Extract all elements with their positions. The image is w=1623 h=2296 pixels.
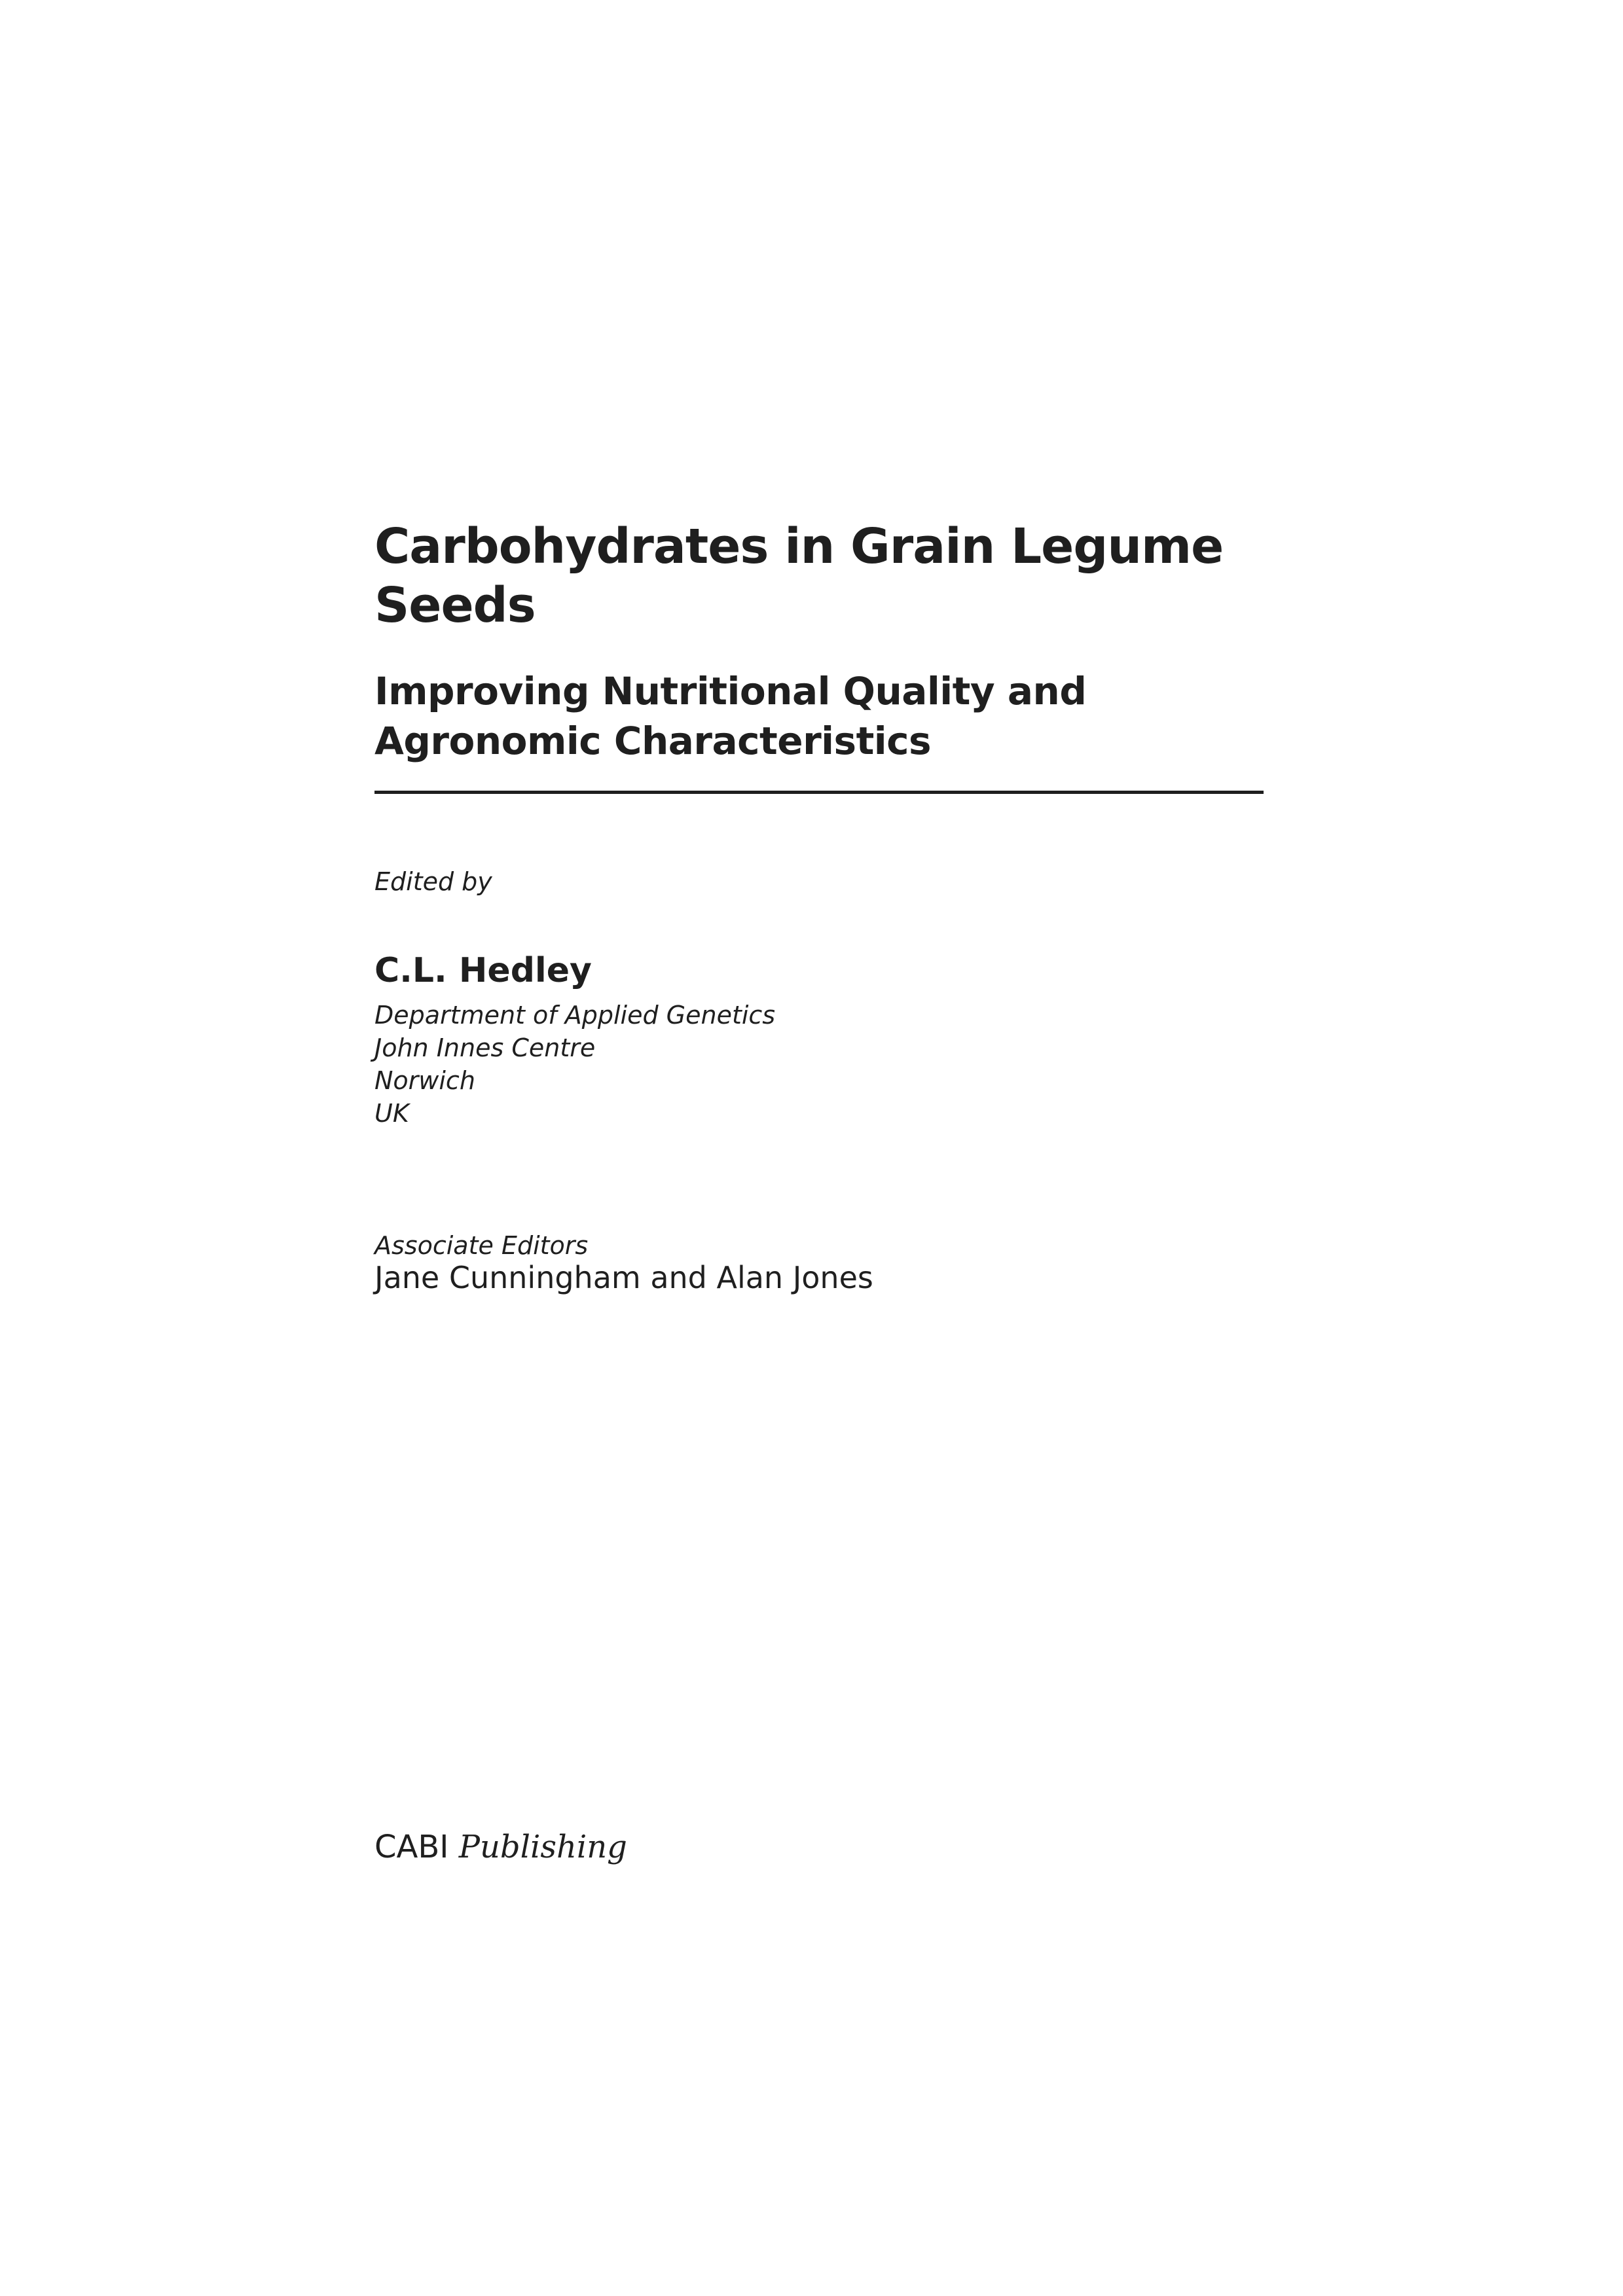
affiliation-line-city: Norwich bbox=[374, 1066, 475, 1095]
title-divider bbox=[374, 791, 1264, 794]
edited-by-label: Edited by bbox=[374, 867, 492, 896]
affiliation-line-country: UK bbox=[374, 1099, 409, 1128]
book-title: Carbohydrates in Grain Legume Seeds bbox=[374, 518, 1224, 634]
associate-editors-names: Jane Cunningham and Alan Jones bbox=[374, 1260, 873, 1295]
associate-editors-label: Associate Editors bbox=[374, 1231, 589, 1260]
editor-affiliation bbox=[374, 999, 775, 1130]
publisher-suffix: Publishing bbox=[458, 1829, 627, 1865]
editor-name: C.L. Hedley bbox=[374, 951, 592, 990]
affiliation-line-institute: John Innes Centre bbox=[374, 1033, 596, 1062]
publisher-name: CABI bbox=[374, 1829, 449, 1865]
publisher-imprint bbox=[374, 1827, 627, 1867]
book-subtitle: Improving Nutritional Quality and Agronomic Characteristics bbox=[374, 669, 1087, 763]
affiliation-line-department: Department of Applied Genetics bbox=[374, 1001, 776, 1030]
